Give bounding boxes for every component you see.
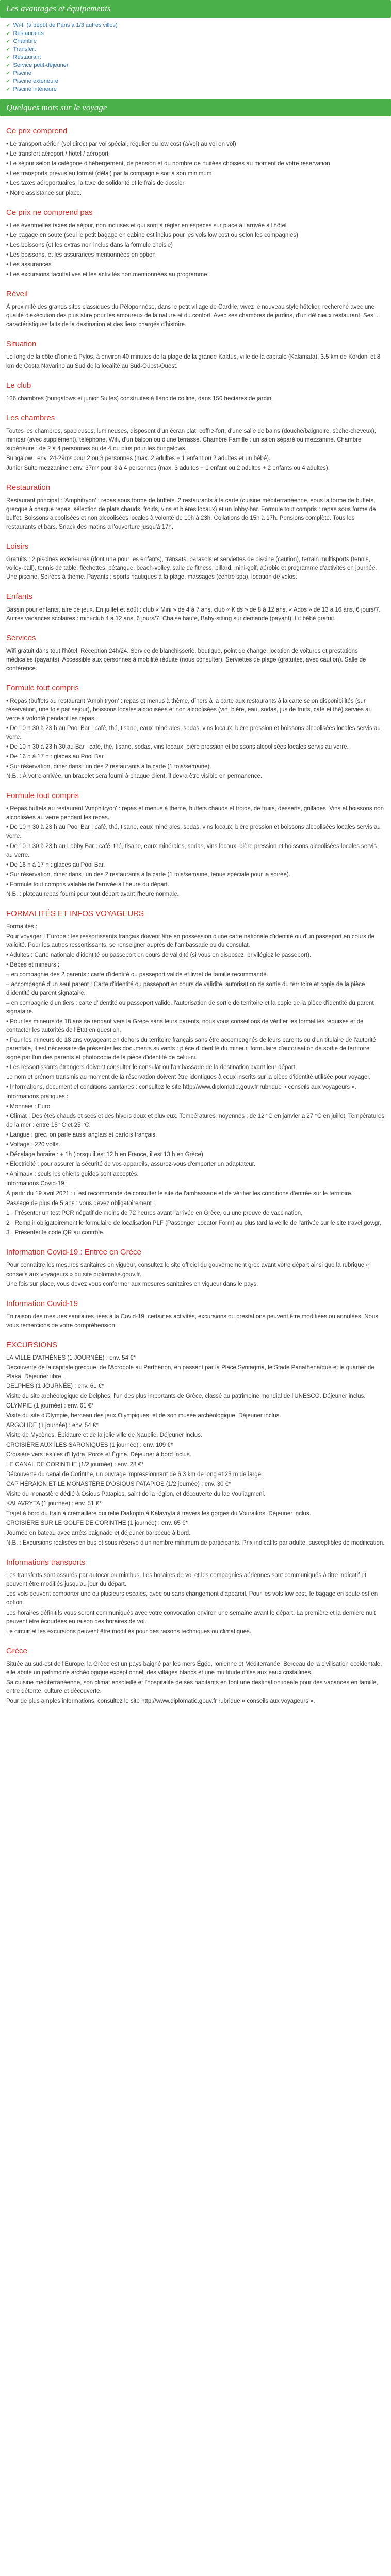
section-line: Bungalow : env. 24-29m² pour 2 ou 3 personnes (max. 2 adultes + 1 enfant ou 2 adultes et un bébé). [6, 455, 271, 462]
section-line: LE CANAL DE CORINTHE (1/2 journée) : env. 28 €* [6, 1462, 144, 1468]
section-line: Informations pratiques : [6, 1094, 69, 1100]
section-line: KALAVRYTA (1 journée) : env. 51 €* [6, 1501, 102, 1507]
section-line: • Langue : grec, on parle aussi anglais et parfois français. [6, 1132, 157, 1139]
section-body [6, 805, 385, 899]
section-line: • De 10 h 30 à 23 h au Pool Bar : café, thé, tisane, eaux minérales, sodas, vins locaux, bière pression et boissons alcoolisées locales servis au verre. [6, 824, 381, 840]
section-body [6, 1313, 385, 1330]
section-line: 136 chambres (bungalows et junior Suites) construites à flanc de colline, dans 150 hectares de jardin. [6, 395, 273, 402]
check-icon: ✔ [6, 62, 10, 68]
section-line: Le nom et prénom transmis au moment de la réservation doivent être identiques à ceux inscrits sur la pièce d'identité utilisée pour voyager. [6, 1074, 371, 1081]
section-line: • De 10 h 30 à 23 h 30 au Bar : café, thé, tisane, sodas, vins locaux, bière pression et boissons alcoolisées locales servis au verre. [6, 744, 349, 751]
section-line: OLYMPIE (1 journée) : env. 61 €* [6, 1403, 94, 1410]
section-title: Informations transports [6, 1558, 86, 1567]
section-title: Information Covid-19 : Entrée en Grèce [6, 1248, 141, 1257]
section-line: Le circuit et les excursions peuvent être modifiés pour des raisons techniques ou climatiques. [6, 1628, 251, 1635]
section-line: ARGOLIDE (1 journée) : env. 54 €* [6, 1422, 99, 1429]
section-line: LA VILLE D'ATHÈNES (1 JOURNÉE) : env. 54 €* [6, 1354, 136, 1361]
section-line: • Adultes : Carte nationale d'identité ou passeport en cours de validité (si vous en disposez, privilégiez le passeport). [6, 952, 312, 958]
advantage-label: Restaurant [13, 54, 41, 60]
section-title: Formule tout compris [6, 683, 79, 692]
section-body [6, 1660, 385, 1706]
section-line: • Sur réservation, dîner dans l'un des 2 restaurants à la carte (1 fois/semaine, tenue spéciale pour la soirée). [6, 871, 290, 878]
section-body [6, 1354, 385, 1548]
section-line: Les transferts sont assurés par autocar ou minibus. Les horaires de vol et les compagnies aériennes sont communiqués à titre indicatif et peuvent être modifiés jusqu'au jour du départ. [6, 1572, 367, 1588]
section-line: • Le bagage en soute (seul le petit bagage en cabine est inclus pour les vols low cost ou selon les compagnies) [6, 232, 298, 239]
section-body [6, 140, 385, 198]
section-line: 2 · Remplir obligatoirement le formulaire de localisation PLF (Passenger Locator Form) au plus tard la veille de l'arrivée sur le site travel.gov.gr, [6, 1220, 381, 1227]
section-title: Services [6, 633, 36, 642]
section-line: • De 16 h à 17 h : glaces au Pool Bar. [6, 754, 105, 760]
advantage-label: Wi-fi [13, 22, 25, 28]
section-line: • Sur réservation, dîner dans l'un des 2 restaurants à la carte (1 fois/semaine). [6, 764, 211, 770]
section-line: Passage de plus de 5 ans : vous devez obligatoirement : [6, 1200, 155, 1207]
section-title: Situation [6, 340, 37, 349]
section-line: • Les éventuelles taxes de séjour, non incluses et qui sont à régler en espèces sur place à l'arrivée à l'hôtel [6, 222, 287, 229]
section-line: • Voltage : 220 volts. [6, 1142, 60, 1148]
section-body [6, 427, 385, 473]
advantages-header: Les avantages et équipements [0, 0, 391, 18]
section-line: 3 · Présenter le code QR au contrôle. [6, 1230, 105, 1236]
section-line: • Pour les mineurs de 18 ans voyageant en dehors du territoire français sans être accompagnés de leurs parents ou d'un titulaire de l'autorité parentale, il est nécessaire de présenter les documents suivants : pièce d'identité du mineur, formulaire d'autorisation de sortie de territoire signé par l'un des parents et photocopie de la pièce d'identité de celui-ci. [6, 1037, 376, 1061]
section-line: • De 16 h à 17 h : glaces au Pool Bar. [6, 861, 105, 868]
section-title: Enfants [6, 592, 32, 601]
section-line: • Pour les mineurs de 18 ans se rendant vers la Grèce sans leurs parents, nous vous conseillons de vérifier les formalités requises et de contacter les autorités de l'État en question. [6, 1018, 364, 1033]
section-line: • Formule tout compris valable de l'arrivée à l'heure du départ. [6, 881, 169, 888]
section-line: Trajet à bord du train à crémaillère qui relie Diakopto à Kalavryta à travers les gorges du Vouraikos. Déjeuner inclus. [6, 1511, 311, 1517]
check-icon: ✔ [6, 87, 10, 92]
advantage-item [6, 70, 391, 78]
check-icon: ✔ [6, 71, 10, 76]
advantage-label: Restaurants [13, 30, 44, 37]
section-line: CROISIÈRE SUR LE GOLFE DE CORINTHE (1 journée) : env. 65 €* [6, 1520, 188, 1527]
section-title: Grèce [6, 1646, 27, 1655]
section-body [6, 923, 385, 1238]
section-line: – en compagnie d'un tiers : carte d'identité ou passeport valide, l'autorisation de sortie de territoire et la copie de la pièce d'identité du parent signataire. [6, 999, 374, 1015]
section-line: Visite du site archéologique de Delphes, l'un des plus importants de Grèce, classé au patrimoine mondial de l'UNESCO. Déjeuner inclus. [6, 1393, 366, 1399]
section-line: • Monnaie : Euro [6, 1104, 51, 1110]
check-icon: ✔ [6, 30, 10, 36]
section-line: DELPHES (1 JOURNÉE) : env. 61 €* [6, 1383, 104, 1389]
section-title: Restauration [6, 483, 51, 492]
section-title: Formule tout compris [6, 791, 79, 801]
section-line: Découverte du canal de Corinthe, un ouvrage impressionnant de 6,3 km de long et 23 m de large. [6, 1471, 263, 1478]
section-body [6, 647, 385, 673]
advantage-label: Piscine intérieure [13, 86, 57, 92]
section-line: Informations Covid-19 : [6, 1181, 68, 1188]
section-line: • De 10 h 30 à 23 h au Pool Bar : café, thé, tisane, eaux minérales, sodas, vins locaux, bière pression et boissons alcoolisées locales servis au verre. [6, 725, 381, 741]
check-icon: ✔ [6, 78, 10, 84]
section-line: Sa cuisine méditerranéenne, son climat ensoleillé et l'hospitalité de ses habitants en font une destination idéale pour des vacances en famille, entre détente, culture et découverte. [6, 1679, 378, 1694]
section-body [6, 555, 385, 582]
advantages-list [0, 22, 391, 94]
advantage-item [6, 62, 391, 70]
section-line: Journée en bateau avec arrêts baignade et déjeuner barbecue à bord. [6, 1530, 191, 1537]
section-line: Visite du monastère dédié à Osious Patapios, saint de la région, et découverte du lac Vouliagmeni. [6, 1491, 266, 1498]
section-line: • Le transfert aéroport / hôtel / aéroport [6, 150, 109, 157]
section-line: Une fois sur place, vous devez vous conformer aux mesures sanitaires en vigueur dans le pays. [6, 1281, 258, 1287]
section-line: N.B. : Excursions réalisées en bus et sous réserve d'un nombre minimum de participants. Prix indicatifs par adulte, susceptibles de modification. [6, 1540, 385, 1547]
advantage-item [6, 22, 391, 30]
section-line: Pour connaître les mesures sanitaires en vigueur, consultez le site officiel du gouvernement grec avant votre départ ainsi que la rubrique « conseils aux voyageurs » du site diplomatie.gouv.fr. [6, 1262, 369, 1278]
section-title: EXCURSIONS [6, 1340, 58, 1349]
section-body [6, 697, 385, 781]
section-line: Les vols peuvent comporter une ou plusieurs escales, avec ou sans changement d'appareil. Pour les vols low cost, le bagage en soute est en option. [6, 1591, 378, 1606]
section-line: • Les boissons, et les assurances mentionnées en option [6, 252, 156, 259]
section-line: Gratuits : 2 piscines extérieures (dont une pour les enfants), transats, parasols et serviettes de piscine (caution), terrain multisports (tennis, volley-ball), tennis de table, fléchettes, pétanque, beach-volley, salle de fitness, billard, mini-golf, aérobic et programme d'activités en journée. Une piscine. Soirées à thème. Payants : sports nautiques à la plage, massages (centre spa), location de vélos. [6, 556, 377, 581]
section-body [6, 1261, 385, 1289]
section-title: Ce prix comprend [6, 126, 68, 135]
check-icon: ✔ [6, 39, 10, 44]
section-body [6, 606, 385, 623]
section-line: Junior Suite mezzanine : env. 37m² pour 3 à 4 personnes (max. 3 adultes + 1 enfant ou 2 adultes + 2 enfants ou 4 adultes). [6, 465, 330, 471]
check-icon: ✔ [6, 46, 10, 52]
quick-header: Quelques mots sur le voyage [0, 99, 391, 116]
section-line: • Bébés et mineurs : [6, 961, 60, 968]
advantage-label: Piscine [13, 70, 32, 76]
section-line: Découverte de la capitale grecque, de l'Acropole au Parthénon, en passant par la Place Syntagma, le Stade Panathénaïque et le quartier de Plaka. Déjeuner libre. [6, 1364, 374, 1380]
section-line: Pour de plus amples informations, consultez le site http://www.diplomatie.gouv.fr rubrique « conseils aux voyageurs ». [6, 1698, 315, 1704]
section-line: CAP HÉRAION ET LE MONASTÈRE D'OSIOUS PATAPIOS (1/2 journée) : env. 30 €* [6, 1481, 231, 1488]
section-line: • Repas (buffets au restaurant 'Amphitryon' : repas et menus à thème, dîners à la carte aux restaurants à la carte selon disponibilités (sur réservation, une fois par séjour), boissons locales alcoolisées et non alcoolisées (vin, bière, eau, sodas, jus de fruits, café et thé) servies au verre à volonté pendant les repas. [6, 698, 372, 722]
section-line: • Électricité : pour assurer la sécurité de vos appareils, assurez-vous d'emporter un adaptateur. [6, 1161, 256, 1168]
section-line: Restaurant principal : 'Amphitryon' : repas sous forme de buffets. 2 restaurants à la carte (cuisine méditerranéenne, sous la forme de buffets, grecque à chaque repas, sélection de plats chauds, froids, vins et bières locaux) et un lobby-bar. Formule tout compris : repas sous forme de buffet. Boissons alcoolisées et non alcoolisées locales à volonté de 10h à 23h. Collations de 15h à 17h. Pensions complète. Tous les restaurants et bars. Snack des matins à l'ouverture jusqu'à 17h. [6, 498, 376, 531]
section-line: À proximité des grands sites classiques du Péloponnèse, dans le petit village de Cardile, vivez le nouveau style hôtelier, recherché avec une qualité d'exécution des plus sûre pour les amoureux de la nature et du confort. Avec ses chambres de jardins, d'un délicieux restaurant, Ses ... caractéristiques faits de la destination et des lieux chargés d'histoire. [6, 304, 380, 328]
section-line: • Animaux : seuls les chiens guides sont acceptés. [6, 1171, 139, 1178]
section-line: • Décalage horaire : + 1h (lorsqu'il est 12 h en France, il est 13 h en Grèce). [6, 1151, 205, 1158]
check-icon: ✔ [6, 23, 10, 28]
section-line: N.B. : À votre arrivée, un bracelet sera fourni à chaque client, il devra être visible en permanence. [6, 773, 263, 780]
advantage-item [6, 54, 391, 62]
content-body [0, 116, 391, 1734]
section-line: Le long de la côte d'Ionie à Pylos, à environ 40 minutes de la plage de la grande Kaktus, ville de la capitale (Kalamata), 3.5 km de Kordoni et 8 km de Costa Navarino au Sud de la localité au Sud-Ouest-Ouest. [6, 354, 381, 369]
section-title: Loisirs [6, 542, 29, 551]
section-line: • Le transport aérien (vol direct par vol spécial, régulier ou low cost (à/vol) au vol en vol) [6, 141, 236, 147]
section-line: • Notre assistance sur place. [6, 190, 82, 196]
section-line: • Climat : Des étés chauds et secs et des hivers doux et pluvieux. Températures moyennes : de 12 °C en janvier à 27 °C en juillet. Températures de la mer : entre 15 °C et 25 °C. [6, 1113, 385, 1129]
section-title: Les chambres [6, 413, 55, 422]
advantage-label: Transfert [13, 46, 36, 53]
section-line: • Le séjour selon la catégorie d'hébergement, de pension et du nombre de nuitées choisies au moment de votre réservation [6, 160, 330, 167]
section-body [6, 222, 385, 279]
section-line: • Repas buffets au restaurant 'Amphitryon' : repas et menus à thème, buffets chauds et froids, de fruits, desserts, grillades. Vins et boissons non alcoolisées au verre pendant les repas. [6, 806, 384, 821]
section-line: Les horaires définitifs vous seront communiqués avec votre convocation environ une semaine avant le départ. La première et la dernière nuit peuvent être écourtées en raison des horaires de vol. [6, 1609, 376, 1625]
section-line: N.B. : plateau repas fourni pour tout départ avant l'heure normale. [6, 891, 179, 897]
advantage-item [6, 38, 391, 46]
section-body [6, 395, 385, 403]
section-title: Information Covid-19 [6, 1299, 78, 1308]
section-line: Toutes les chambres, spacieuses, lumineuses, disposent d'un écran plat, coffre-fort, d'une salle de bains (douche/baignoire, sèche-cheveux), minibar (avec supplément), téléphone, Wifi, d'un balcon ou d'une terrasse. Chambre Famille : un salon séparé ou mezzanine. Chambre supérieure : de 2 à 4 personnes ou de 4 ou plus pour les bungalows. [6, 428, 376, 452]
advantage-item [6, 30, 391, 38]
section-title: FORMALITÉS ET INFOS VOYAGEURS [6, 909, 144, 918]
section-line: • Les assurances [6, 262, 52, 268]
section-line: Wifi gratuit dans tout l'hôtel. Réception 24h/24. Service de blanchisserie, boutique, point de change, location de voitures et prestations médicales (payants). Accessible aux personnes à mobilité réduite (nous consulter). Serviettes de plage (gratuites, avec caution). Salle de conférence. [6, 648, 366, 672]
section-line: Pour voyager, l'Europe : les ressortissants français doivent être en possession d'une carte nationale d'identité ou d'un passeport en cours de validité. Pour les autres ressortissants, se renseigner auprès de l'ambassade ou du consulat. [6, 933, 374, 948]
advantage-label: Service petit-déjeuner [13, 62, 69, 69]
section-title: Ce prix ne comprend pas [6, 208, 93, 217]
advantage-extra: (à dépôt de Paris à 1/3 autres villes) [26, 22, 118, 28]
advantage-item [6, 86, 391, 94]
section-line: – en compagnie des 2 parents : carte d'identité ou passeport valide et livret de famille recommandé. [6, 971, 268, 978]
section-line: Formalités : [6, 923, 38, 930]
advantage-item [6, 78, 391, 86]
section-line: • Les boissons (et les extras non inclus dans la formule choisie) [6, 242, 173, 248]
section-body [6, 353, 385, 370]
section-body [6, 1571, 385, 1636]
section-line: • Les ressortissants étrangers doivent consulter le consulat ou l'ambassade de la destination avant leur départ. [6, 1064, 297, 1071]
section-line: • De 10 h 30 à 23 h au Lobby Bar : café, thé, tisane, eaux minérales, sodas, vins locaux, bière pression et boissons alcoolisées locales servis au verre. [6, 843, 377, 858]
section-body [6, 497, 385, 532]
section-line: Visite du site d'Olympie, berceau des jeux Olympiques, et de son musée archéologique. Déjeuner inclus. [6, 1413, 281, 1419]
advantage-item [6, 46, 391, 54]
section-line: • Informations, document et conditions sanitaires : consultez le site http://www.diplomatie.gouv.fr rubrique « conseils aux voyageurs ». [6, 1084, 356, 1091]
section-line: Située au sud-est de l'Europe, la Grèce est un pays baigné par les mers Égée, Ionienne et Méditerranée. Berceau de la civilisation occidentale, elle abrite un patrimoine archéologique exceptionnel, des villages blancs et une multitude d'îles aux eaux cristallines. [6, 1660, 382, 1676]
advantage-label: Chambre [13, 38, 37, 44]
section-title: Réveil [6, 290, 28, 299]
section-line: 1 · Présenter un test PCR négatif de moins de 72 heures avant l'arrivée en Grèce, ou une preuve de vaccination, [6, 1210, 303, 1217]
section-line: • Les transports prévus au format (délai) par la compagnie soit à son minimum [6, 170, 212, 177]
section-body [6, 303, 385, 329]
section-line: Croisière vers les îles d'Hydra, Poros et Égine. Déjeuner à bord inclus. [6, 1452, 191, 1459]
section-line: À partir du 19 avril 2021 : il est recommandé de consulter le site de l'ambassade et de vérifier les conditions d'entrée sur le territoire. [6, 1191, 353, 1197]
section-line: • Les taxes aéroportuaires, la taxe de solidarité et le frais de dossier [6, 180, 185, 187]
section-line: En raison des mesures sanitaires liées à la Covid-19, certaines activités, excursions ou prestations peuvent être modifiées ou annulées. Nous vous remercions de votre compréhension. [6, 1313, 379, 1329]
section-line: – accompagné d'un seul parent : Carte d'identité ou passeport en cours de validité, autorisation de sortie du territoire et copie de la pièce d'identité du parent signataire. [6, 981, 365, 996]
section-title: Le club [6, 381, 31, 390]
check-icon: ✔ [6, 55, 10, 60]
section-line: • Les excursions facultatives et les activités non mentionnées au programme [6, 272, 207, 278]
section-line: Bassin pour enfants, aire de jeux. En juillet et août : club « Mini » de 4 à 7 ans, club « Kids » de 8 à 12 ans, « Ados » de 13 à 16 ans, 6 jours/7. Autres vacances scolaires : mini-club 4 à 12 ans, 6 jours/7. Chaise haute, Baby-sitting sur demande (payant). Lit bébé gratuit. [6, 606, 381, 622]
section-line: CROISIÈRE AUX ÎLES SARONIQUES (1 journée) : env. 109 €* [6, 1442, 173, 1449]
section-line: Visite de Mycènes, Épidaure et de la jolie ville de Nauplie. Déjeuner inclus. [6, 1432, 203, 1439]
advantage-label: Piscine extérieure [13, 78, 58, 84]
